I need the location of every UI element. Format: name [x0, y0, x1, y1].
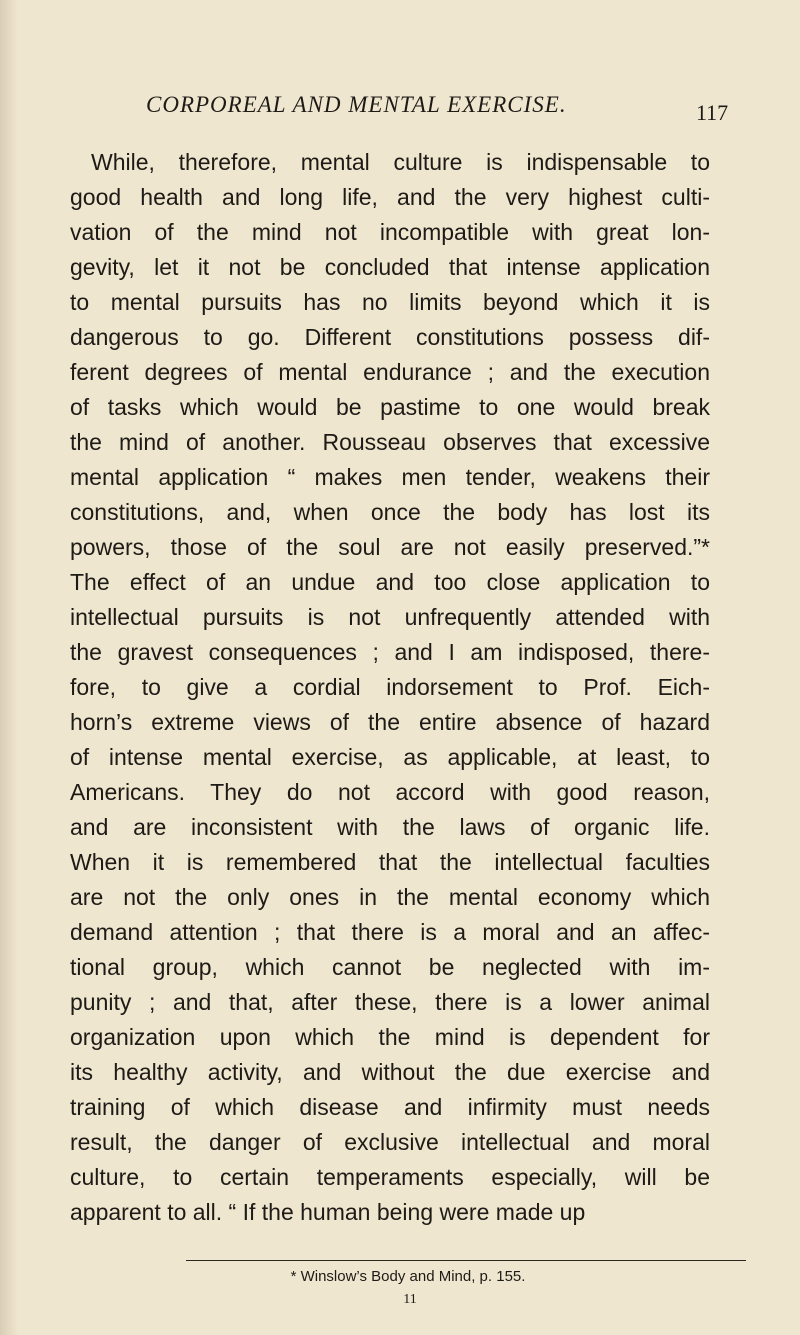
footnote: * Winslow’s Body and Mind, p. 155. — [290, 1268, 526, 1285]
text-line: horn’s extreme views of the entire absence of hazard — [70, 709, 710, 735]
text-line: culture, to certain temperaments especially, will be — [70, 1164, 710, 1190]
text-line: are not the only ones in the mental economy which — [70, 884, 710, 910]
text-line: powers, those of the soul are not easily preserved.”* — [70, 534, 710, 560]
text-line: demand attention ; that there is a moral and an affec- — [70, 919, 710, 945]
text-line: punity ; and that, after these, there is a lower animal — [70, 989, 710, 1015]
page-number: 117 — [696, 100, 729, 125]
text-line: apparent to all. “ If the human being were made up — [70, 1199, 586, 1225]
text-line: organization upon which the mind is dependent for — [70, 1024, 710, 1050]
text-line: of tasks which would be pastime to one would break — [70, 394, 710, 420]
text-line: While, therefore, mental culture is indispensable to — [91, 149, 710, 175]
text-line: the gravest consequences ; and I am indisposed, there- — [70, 639, 710, 665]
text-line: intellectual pursuits is not unfrequently attended with — [70, 604, 710, 630]
binding-shadow — [0, 0, 18, 1335]
text-line: of intense mental exercise, as applicable, at least, to — [70, 744, 710, 770]
text-line: ferent degrees of mental endurance ; and the execution — [70, 359, 710, 385]
text-line: vation of the mind not incompatible with great lon- — [70, 219, 710, 245]
running-head: CORPOREAL AND MENTAL EXERCISE. — [146, 92, 567, 117]
body-paragraph — [70, 145, 710, 1230]
text-line: good health and long life, and the very highest culti- — [70, 184, 710, 210]
text-line: dangerous to go. Different constitutions possess dif- — [70, 324, 710, 350]
text-line: constitutions, and, when once the body has lost its — [70, 499, 710, 525]
text-line: Americans. They do not accord with good reason, — [70, 779, 710, 805]
text-line: tional group, which cannot be neglected with im- — [70, 954, 710, 980]
text-line: result, the danger of exclusive intellectual and moral — [70, 1129, 710, 1155]
text-line: The effect of an undue and too close application to — [70, 569, 710, 595]
signature-mark: 11 — [403, 1292, 417, 1307]
text-line: to mental pursuits has no limits beyond which it is — [70, 289, 710, 315]
text-line: its healthy activity, and without the due exercise and — [70, 1059, 710, 1085]
text-line: When it is remembered that the intellectual faculties — [70, 849, 710, 875]
text-line: mental application “ makes men tender, weakens their — [70, 464, 710, 490]
text-line: the mind of another. Rousseau observes that excessive — [70, 429, 710, 455]
text-line: gevity, let it not be concluded that intense application — [70, 254, 710, 280]
footnote-rule — [186, 1260, 746, 1261]
text-line: fore, to give a cordial indorsement to Prof. Eich- — [70, 674, 710, 700]
text-line: and are inconsistent with the laws of organic life. — [70, 814, 710, 840]
text-line: training of which disease and infirmity must needs — [70, 1094, 710, 1120]
